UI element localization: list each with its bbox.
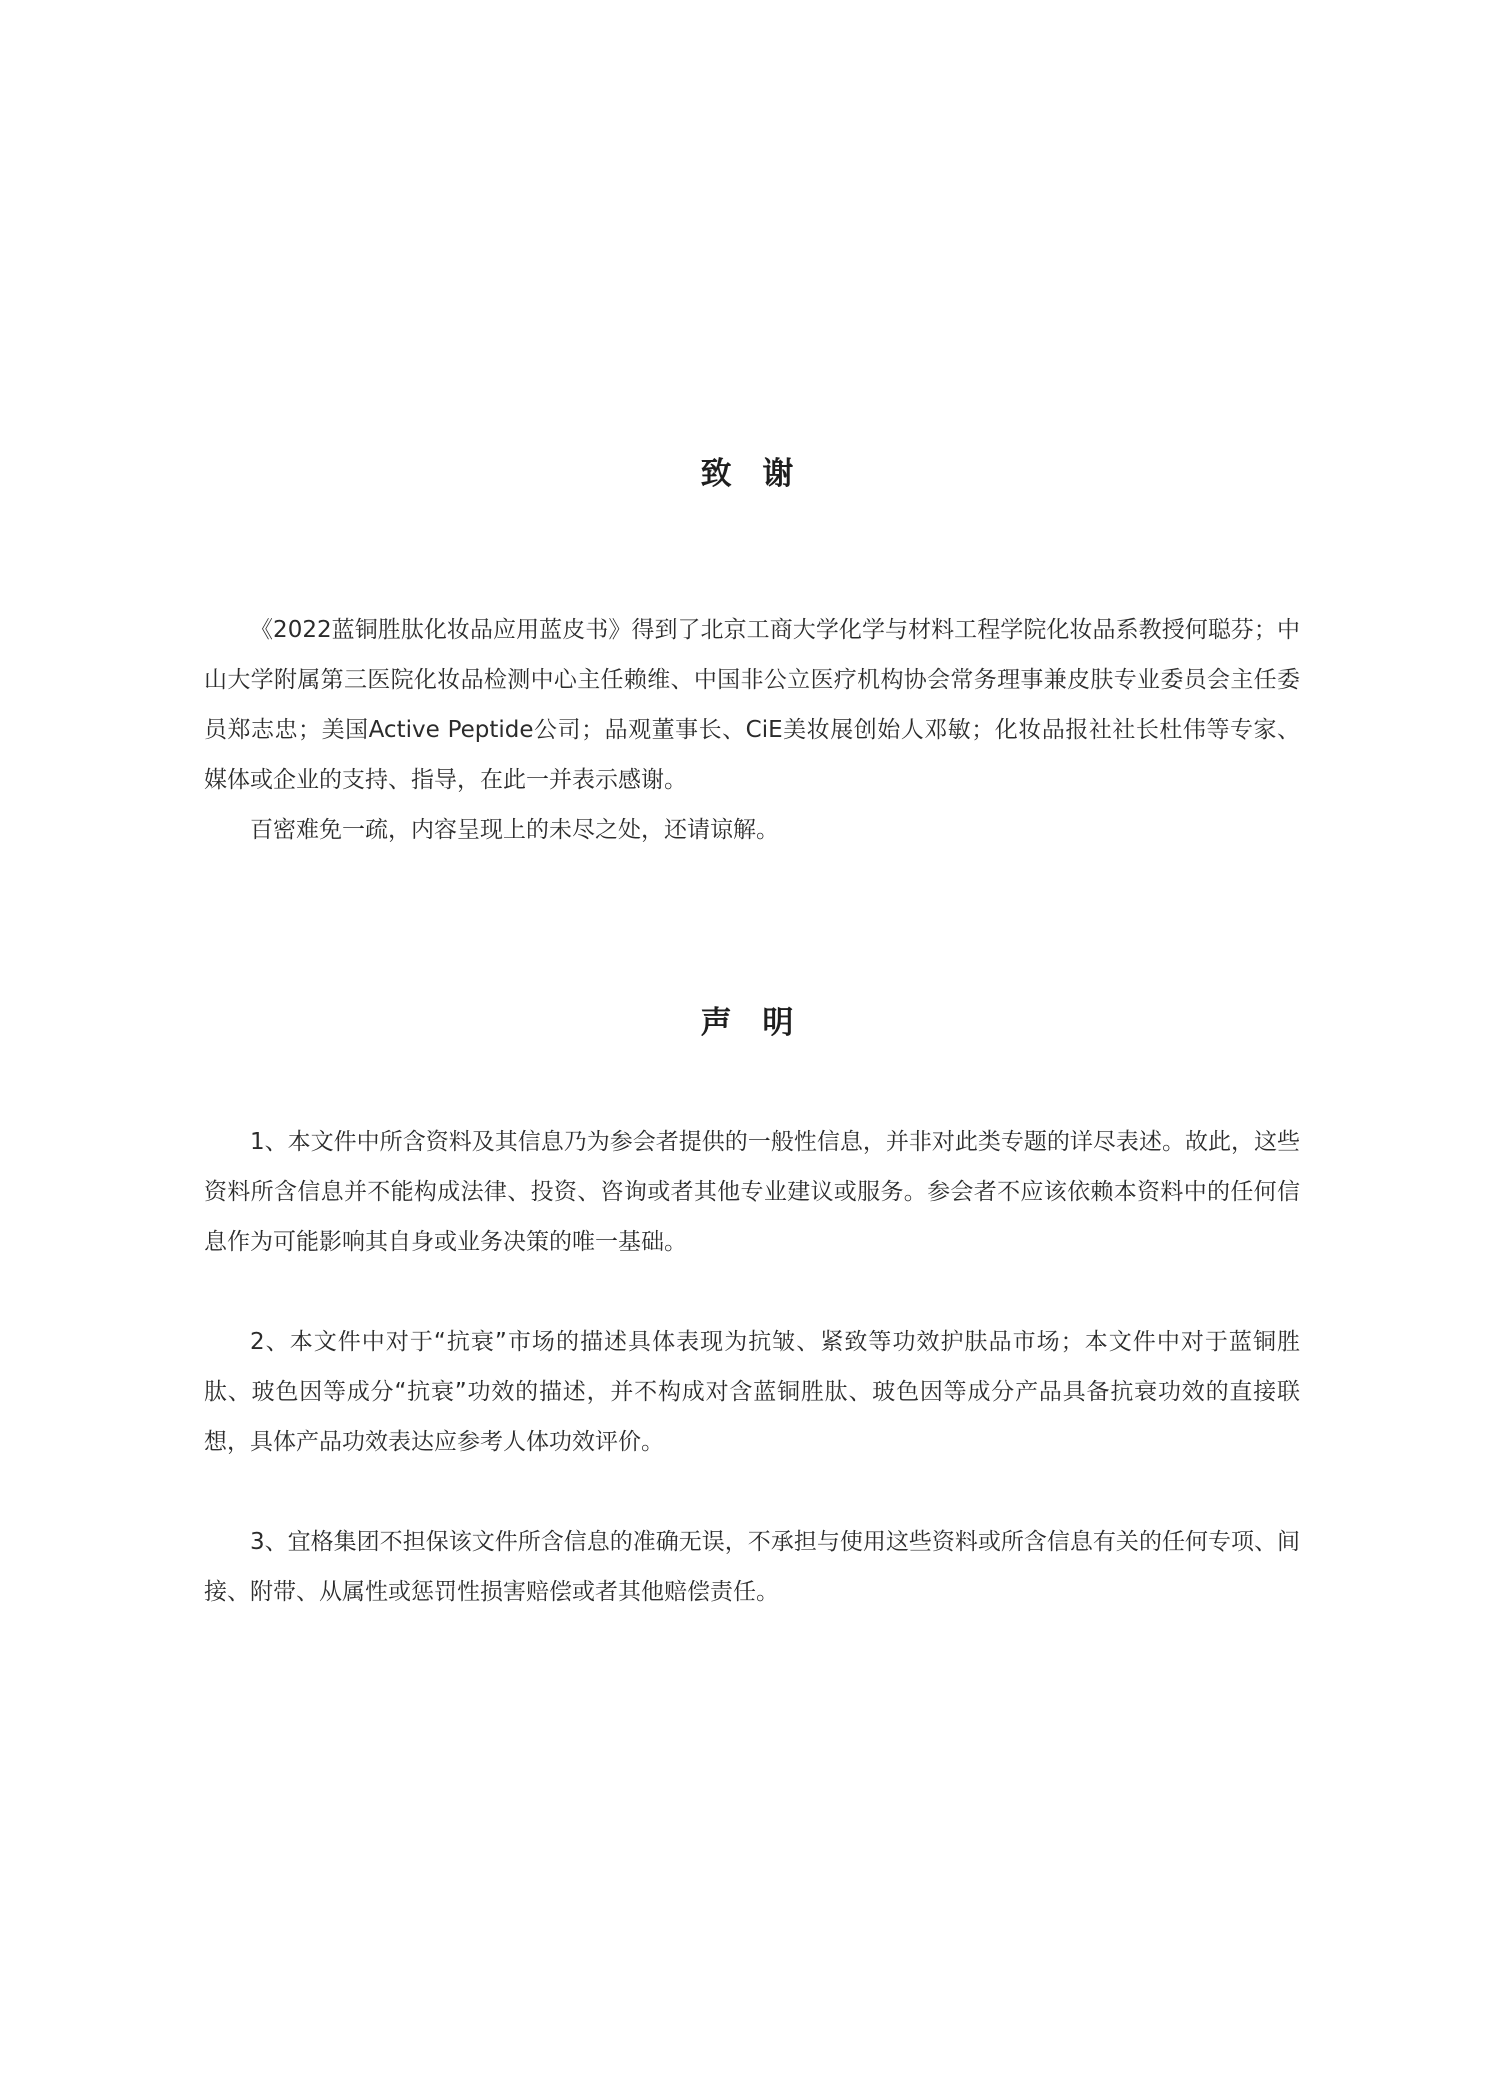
declaration-item: 3、宜格集团不担保该文件所含信息的准确无误，不承担与使用这些资料或所含信息有关的任何专项、间接、附带、从属性或惩罚性损害赔偿或者其他赔偿责任。 xyxy=(204,1529,1300,1605)
acknowledgement-paragraph: 《2022蓝铜胜肽化妆品应用蓝皮书》得到了北京工商大学化学与材料工程学院化妆品系教授何聪芬；中山大学附属第三医院化妆品检测中心主任赖维、中国非公立医疗机构协会常务理事兼皮肤专业委员会主任委员郑志忠；美国Active Peptide公司；品观董事长、CiE美妆展创始人邓敏；化妆品报社社长杜伟等专家、媒体或企业的支持、指导，在此一并表示感谢。 xyxy=(204,617,1300,793)
acknowledgement-title: 致 谢 xyxy=(700,456,804,492)
declaration-item: 1、本文件中所含资料及其信息乃为参会者提供的一般性信息，并非对此类专题的详尽表述。故此，这些资料所含信息并不能构成法律、投资、咨询或者其他专业建议或服务。参会者不应该依赖本资料中的任何信息作为可能影响其自身或业务决策的唯一基础。 xyxy=(204,1129,1300,1255)
declaration-item: 2、本文件中对于“抗衰”市场的描述具体表现为抗皱、紧致等功效护肤品市场；本文件中对于蓝铜胜肽、玻色因等成分“抗衰”功效的描述，并不构成对含蓝铜胜肽、玻色因等成分产品具备抗衰功效的直接联想，具体产品功效表达应参考人体功效评价。 xyxy=(204,1329,1300,1455)
declaration-title: 声 明 xyxy=(700,1005,804,1041)
acknowledgement-paragraph: 百密难免一疏，内容呈现上的未尽之处，还请谅解。 xyxy=(250,817,779,843)
acknowledgement-body xyxy=(204,605,1300,855)
declaration-body xyxy=(204,1117,1300,1617)
